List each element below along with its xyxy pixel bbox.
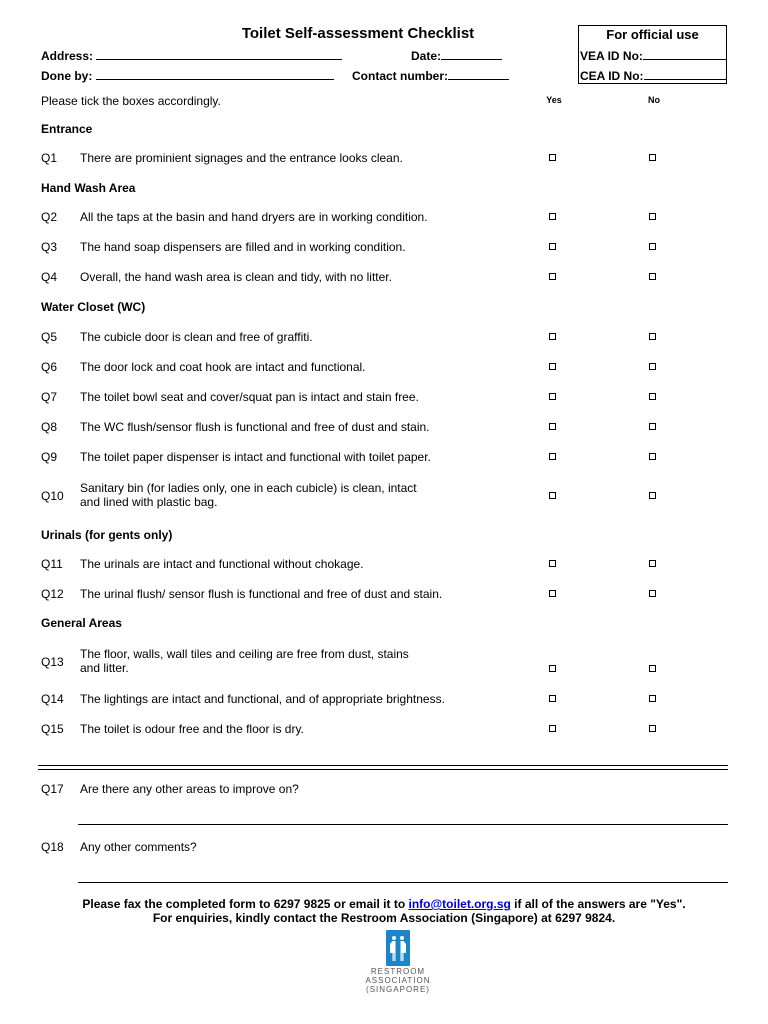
question-number: Q15 [41,722,64,736]
date-field[interactable] [441,48,502,60]
date-label: Date: [411,49,442,63]
cea-id-field[interactable] [644,68,727,80]
question-number: Q14 [41,692,64,706]
question-text: Overall, the hand wash area is clean and tidy, with no litter. [80,270,392,284]
yes-checkbox[interactable] [549,665,556,672]
question-text: The toilet bowl seat and cover/squat pan is intact and stain free. [80,390,419,404]
no-checkbox[interactable] [649,725,656,732]
question-number: Q17 [41,782,64,796]
question-text: All the taps at the basin and hand dryers are in working condition. [80,210,428,224]
logo-text-line: (SINGAPORE) [366,985,430,994]
vea-id-field[interactable] [643,48,726,60]
question-number: Q11 [41,557,63,571]
address-field[interactable] [96,48,342,60]
question-text: Any other comments? [80,840,197,854]
footer-text: if all of the answers are "Yes". [510,897,686,911]
question-number: Q5 [41,330,58,344]
question-number: Q13 [41,655,64,669]
page-title: Toilet Self-assessment Checklist [241,25,475,42]
yes-checkbox[interactable] [549,695,556,702]
question-number: Q7 [41,390,58,404]
logo-text-line: ASSOCIATION [365,976,431,985]
question-number: Q2 [41,210,58,224]
question-text: The hand soap dispensers are filled and in working condition. [80,240,406,254]
question-text: The door lock and coat hook are intact and functional. [80,360,366,374]
restroom-association-logo [386,930,410,966]
cea-id-row [580,68,727,83]
yes-checkbox[interactable] [549,725,556,732]
done-by-row [41,68,334,83]
yes-checkbox[interactable] [549,423,556,430]
footer-text: Please fax the completed form to 6297 9825 or email it to [82,897,409,911]
section-urinals: Urinals (for gents only) [41,528,173,542]
official-use-heading: For official use [606,27,699,42]
cea-id-label: CEA ID No: [580,69,644,83]
yes-checkbox[interactable] [549,590,556,597]
no-checkbox[interactable] [649,590,656,597]
yes-checkbox[interactable] [549,453,556,460]
question-text-line: Sanitary bin (for ladies only, one in each cubicle) is clean, intact [80,481,417,495]
question-number: Q9 [41,450,58,464]
footer-line-2: For enquiries, kindly contact the Restroom Association (Singapore) at 6297 9824. [152,911,616,925]
section-entrance: Entrance [41,122,93,136]
question-text [80,481,480,509]
question-number: Q1 [41,151,58,165]
done-by-label: Done by: [41,69,93,83]
no-checkbox[interactable] [649,273,656,280]
no-checkbox[interactable] [649,695,656,702]
vea-id-row [580,48,726,63]
question-number: Q18 [41,840,64,854]
question-number: Q8 [41,420,58,434]
toilet-people-icon [386,930,410,966]
improvement-answer-line[interactable] [78,824,728,825]
question-text [80,647,480,675]
no-checkbox[interactable] [649,453,656,460]
official-use-box [578,25,727,84]
no-checkbox[interactable] [649,423,656,430]
no-checkbox[interactable] [649,333,656,340]
no-checkbox[interactable] [649,560,656,567]
address-label: Address: [41,49,94,63]
yes-checkbox[interactable] [549,273,556,280]
address-row [41,48,342,63]
footer-line-1 [0,897,768,911]
no-checkbox[interactable] [649,492,656,499]
question-number: Q12 [41,587,64,601]
no-checkbox[interactable] [649,393,656,400]
instructions: Please tick the boxes accordingly. [41,94,221,108]
question-text: The WC flush/sensor flush is functional and free of dust and stain. [80,420,430,434]
contact-label: Contact number: [352,69,448,83]
question-text: The toilet paper dispenser is intact and functional with toilet paper. [80,450,431,464]
done-by-field[interactable] [96,68,334,80]
section-water-closet: Water Closet (WC) [41,300,146,314]
yes-checkbox[interactable] [549,333,556,340]
section-divider [38,765,728,770]
no-checkbox[interactable] [649,363,656,370]
yes-checkbox[interactable] [549,492,556,499]
comments-answer-line[interactable] [78,882,728,883]
contact-field[interactable] [448,68,509,80]
question-text-line: and lined with plastic bag. [80,495,218,509]
no-checkbox[interactable] [649,665,656,672]
question-text: The lightings are intact and functional, and of appropriate brightness. [80,692,445,706]
yes-checkbox[interactable] [549,560,556,567]
question-number: Q10 [41,489,64,503]
yes-checkbox[interactable] [549,154,556,161]
yes-checkbox[interactable] [549,393,556,400]
yes-column-header: Yes [546,95,562,105]
email-link[interactable]: info@toilet.org.sg [408,897,511,911]
yes-checkbox[interactable] [549,363,556,370]
question-text: The urinal flush/ sensor flush is functional and free of dust and stain. [80,587,443,601]
yes-checkbox[interactable] [549,243,556,250]
question-number: Q4 [41,270,58,284]
question-number: Q3 [41,240,58,254]
no-column-header: No [648,95,660,105]
no-checkbox[interactable] [649,154,656,161]
question-text: The cubicle door is clean and free of graffiti. [80,330,313,344]
section-hand-wash: Hand Wash Area [41,181,136,195]
question-number: Q6 [41,360,58,374]
vea-id-label: VEA ID No: [580,49,643,63]
question-text: There are prominient signages and the entrance looks clean. [80,151,403,165]
question-text-line: and litter. [80,661,129,675]
yes-checkbox[interactable] [549,213,556,220]
question-text: The toilet is odour free and the floor is dry. [80,722,304,736]
logo-text-line: RESTROOM [370,967,426,976]
no-checkbox[interactable] [649,213,656,220]
question-text-line: The floor, walls, wall tiles and ceiling are free from dust, stains [80,647,409,661]
question-text: Are there any other areas to improve on? [80,782,299,796]
contact-row [352,68,509,83]
no-checkbox[interactable] [649,243,656,250]
date-row [411,48,502,63]
section-general-areas: General Areas [41,616,122,630]
question-text: The urinals are intact and functional without chokage. [80,557,364,571]
